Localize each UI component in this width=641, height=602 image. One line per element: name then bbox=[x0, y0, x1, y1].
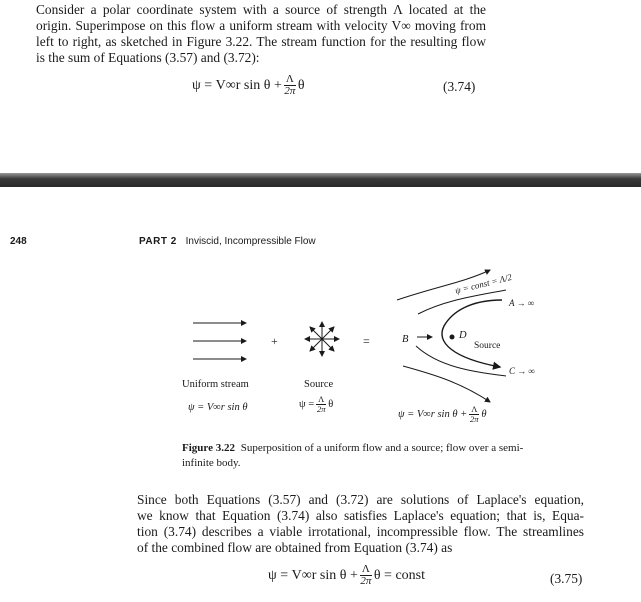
eq1-fraction bbox=[284, 74, 296, 97]
source-label: Source bbox=[304, 379, 334, 390]
eq1-rhs: θ bbox=[297, 77, 305, 93]
equation-number-3-74: (3.74) bbox=[443, 79, 476, 94]
combined-eq-rhs: θ bbox=[481, 409, 487, 420]
combined-equation bbox=[398, 405, 487, 424]
equation-3-74 bbox=[192, 74, 305, 97]
plus-sign: + bbox=[271, 334, 278, 348]
running-head bbox=[139, 236, 316, 247]
intro-line: left to right, as sketched in Figure 3.22. The stream function for the resulting flow bbox=[36, 34, 486, 49]
source-eq-lhs: ψ = bbox=[299, 399, 315, 410]
body-line: of the combined flow are obtained from Equation (3.74) as bbox=[137, 540, 453, 555]
equals-sign: = bbox=[363, 334, 370, 348]
page-number: 248 bbox=[10, 236, 27, 247]
point-c-label: C → ∞ bbox=[509, 366, 535, 376]
intro-line: Consider a polar coordinate system with a source of strength Λ located at the bbox=[36, 2, 486, 17]
eq1-lhs: ψ = V∞r sin θ + bbox=[192, 77, 282, 93]
uniform-stream-equation: ψ = V∞r sin θ bbox=[188, 402, 248, 413]
eq2-fraction bbox=[360, 564, 372, 587]
caption-label: Figure 3.22 bbox=[182, 442, 235, 454]
body-paragraph bbox=[137, 492, 584, 556]
uniform-stream-arrows bbox=[193, 323, 246, 359]
source-eq-rhs: θ bbox=[328, 399, 334, 410]
source-point bbox=[450, 335, 455, 340]
intro-paragraph bbox=[36, 2, 486, 66]
body-line: Since both Equations (3.57) and (3.72) are solutions of Laplace's equation, bbox=[137, 492, 584, 507]
source-point-label: Source bbox=[474, 341, 501, 351]
caption-text: Superposition of a uniform flow and a source; flow over a semi-infinite body. bbox=[182, 442, 524, 469]
eq2-frac-num: Λ bbox=[361, 563, 370, 575]
figure-3-22 bbox=[170, 262, 570, 437]
combined-frac-den: 2π bbox=[470, 414, 479, 424]
point-d-label: D bbox=[459, 330, 467, 341]
uniform-stream-label: Uniform stream bbox=[182, 379, 249, 390]
source-equation bbox=[299, 395, 333, 414]
eq2-lhs: ψ = V∞r sin θ + bbox=[268, 567, 358, 583]
page-separator bbox=[0, 173, 641, 187]
figure-caption bbox=[182, 441, 532, 471]
combined-eq-fraction bbox=[469, 405, 479, 424]
equation-3-75 bbox=[268, 564, 425, 587]
part-label: PART 2 bbox=[139, 236, 177, 247]
body-line: we know that Equation (3.74) also satisfies Laplace's equation; that is, Equa- bbox=[137, 508, 584, 523]
source-frac-den: 2π bbox=[316, 404, 326, 414]
source-eq-fraction bbox=[316, 395, 326, 414]
combined-frac-num: Λ bbox=[471, 404, 478, 414]
intro-line: is the sum of Equations (3.57) and (3.72): bbox=[36, 50, 260, 65]
eq2-rhs: θ = const bbox=[373, 567, 425, 583]
eq2-frac-den: 2π bbox=[360, 575, 372, 587]
point-b-label: B bbox=[402, 334, 409, 345]
body-line: tion (3.74) describes a viable irrotational, incompressible flow. The streamlines bbox=[137, 524, 584, 539]
eq1-frac-den: 2π bbox=[284, 85, 296, 97]
dividing-streamline-label: ψ = const = Λ/2 bbox=[454, 271, 513, 296]
source-radial-arrows bbox=[305, 322, 339, 356]
intro-line: origin. Superimpose on this flow a uniform stream with velocity V∞ moving from bbox=[36, 18, 486, 33]
point-a-label: A → ∞ bbox=[509, 298, 535, 308]
eq1-frac-num: Λ bbox=[285, 73, 294, 85]
source-frac-num: Λ bbox=[318, 394, 325, 404]
equation-number-3-75: (3.75) bbox=[550, 571, 583, 586]
part-title: Inviscid, Incompressible Flow bbox=[185, 236, 316, 247]
combined-eq-lhs: ψ = V∞r sin θ + bbox=[398, 409, 468, 420]
